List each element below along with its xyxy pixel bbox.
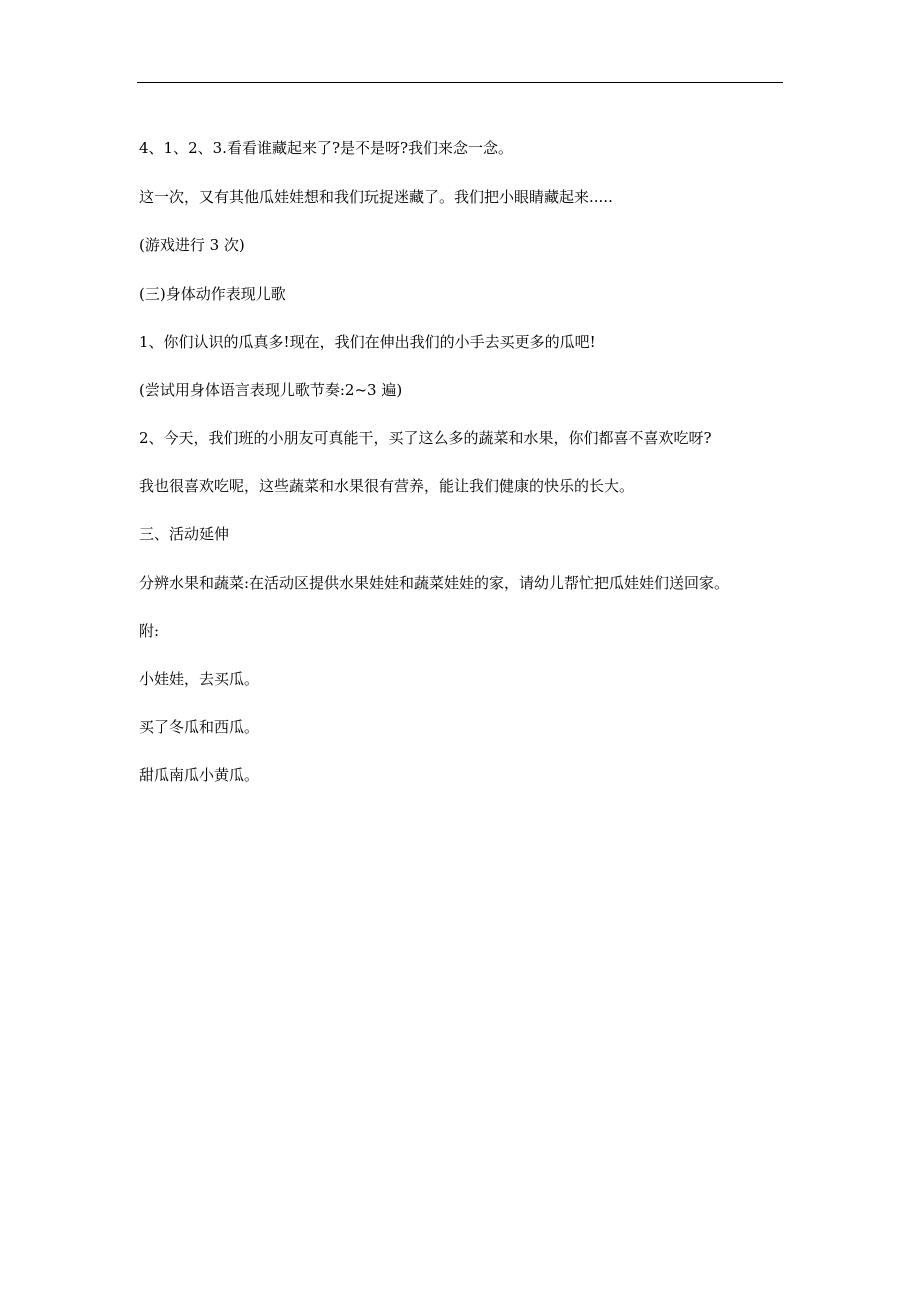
poem-line: 小娃娃，去买瓜。 bbox=[139, 670, 260, 688]
appendix-label: 附: bbox=[139, 622, 160, 640]
section-heading: 三、活动延伸 bbox=[139, 525, 230, 543]
paragraph: (尝试用身体语言表现儿歌节奏:2~3 遍) bbox=[139, 381, 403, 399]
paragraph: 我也很喜欢吃呢，这些蔬菜和水果很有营养，能让我们健康的快乐的长大。 bbox=[139, 477, 635, 495]
paragraph: 这一次，又有其他瓜娃娃想和我们玩捉迷藏了。我们把小眼睛藏起来..... bbox=[139, 188, 613, 206]
paragraph: 分辨水果和蔬菜:在活动区提供水果娃娃和蔬菜娃娃的家，请幼儿帮忙把瓜娃娃们送回家。 bbox=[139, 574, 730, 592]
section-heading: (三)身体动作表现儿歌 bbox=[139, 285, 286, 303]
header-rule bbox=[137, 82, 783, 83]
paragraph: 4、1、2、3.看看谁藏起来了?是不是呀?我们来念一念。 bbox=[139, 139, 514, 157]
poem-line: 买了冬瓜和西瓜。 bbox=[139, 718, 260, 736]
paragraph: 1、你们认识的瓜真多!现在，我们在伸出我们的小手去买更多的瓜吧! bbox=[139, 333, 596, 351]
poem-line: 甜瓜南瓜小黄瓜。 bbox=[139, 766, 260, 784]
paragraph: 2、今天，我们班的小朋友可真能干，买了这么多的蔬菜和水果，你们都喜不喜欢吃呀? bbox=[139, 429, 712, 447]
paragraph: (游戏进行 3 次) bbox=[139, 236, 245, 254]
